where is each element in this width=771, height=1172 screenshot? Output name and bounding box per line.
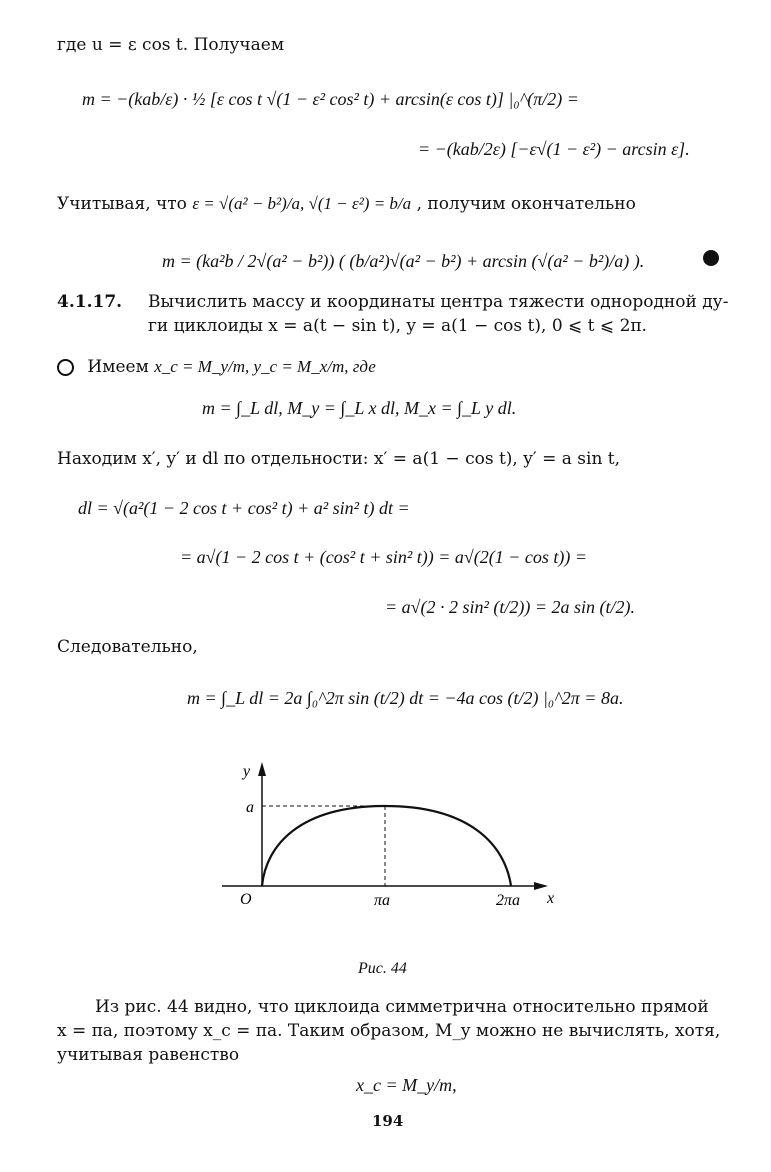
x-axis-arrow-icon [534, 882, 548, 890]
figure-caption: Рис. 44 [358, 960, 407, 977]
formula-mass-final: m = (ka²b / 2√(a² − b²)) ( (b/a²)√(a² − b²) + arcsin (√(a² − b²)/a) ). [162, 251, 645, 271]
formula-xc: x_c = M_y/m, [356, 1075, 457, 1095]
label-y: y [243, 763, 251, 780]
y-axis-arrow-icon [258, 762, 266, 776]
paragraph-line-1: Из рис. 44 видно, что циклоида симметрична относительно прямой [95, 997, 709, 1017]
text-find: Находим x′, y′ и dl по отдельности: x′ = a(1 − cos t), y′ = a sin t, [57, 449, 621, 469]
text-line-1: где u = ε cos t. Получаем [57, 35, 285, 55]
label-two-pi-a: 2πa [496, 892, 521, 909]
formula-integrals: m = ∫_L dl, M_y = ∫_L x dl, M_x = ∫_L y dl. [202, 398, 517, 418]
label-a: a [246, 799, 254, 816]
formula-dl-3: = a√(2 · 2 sin² (t/2)) = 2a sin (t/2). [385, 597, 636, 617]
problem-number: 4.1.17. [57, 292, 123, 312]
problem-text-2: ги циклоиды x = a(t − sin t), y = a(1 − cos t), 0 ⩽ t ⩽ 2π. [148, 316, 647, 336]
formula-dl-1: dl = √(a²(1 − 2 cos t + cos² t) + a² sin² t) dt = [78, 498, 410, 518]
text-have-formula: x_c = M_y/m, y_c = M_x/m, где [154, 357, 376, 376]
label-origin: O [240, 891, 252, 908]
text-get-finally: , получим окончательно [416, 194, 636, 214]
text-line-4: Учитывая, что ε = √(a² − b²)/a, √(1 − ε²) = b/a , получим окончательно [57, 194, 636, 214]
text-hence: Следовательно, [57, 637, 198, 657]
label-x: x [547, 890, 555, 907]
text-considering: Учитывая, что [57, 194, 187, 214]
label-pi-a: πa [374, 892, 391, 909]
paragraph-line-2: x = πa, поэтому x_c = πa. Таким образом, M_y можно не вычислять, хотя, [57, 1021, 721, 1041]
paragraph-line-3: учитывая равенство [57, 1045, 240, 1065]
problem-text-1: Вычислить массу и координаты центра тяжести однородной ду- [148, 292, 729, 312]
page-number: 194 [372, 1112, 404, 1130]
formula-mass-integral: m = ∫_L dl = 2a ∫₀^2π sin (t/2) dt = −4a cos (t/2) |₀^2π = 8a. [187, 688, 624, 708]
text-have-label: Имеем [87, 357, 149, 377]
formula-dl-2: = a√(1 − 2 cos t + (cos² t + sin² t)) = a√(2(1 − cos t)) = [180, 547, 588, 567]
formula-mass-1: m = −(kab/ε) · ½ [ε cos t √(1 − ε² cos² t) + arcsin(ε cos t)] |₀^(π/2) = [82, 89, 579, 109]
formula-mass-2: = −(kab/2ε) [−ε√(1 − ε²) − arcsin ε]. [418, 139, 690, 159]
cycloid-curve [262, 806, 511, 886]
